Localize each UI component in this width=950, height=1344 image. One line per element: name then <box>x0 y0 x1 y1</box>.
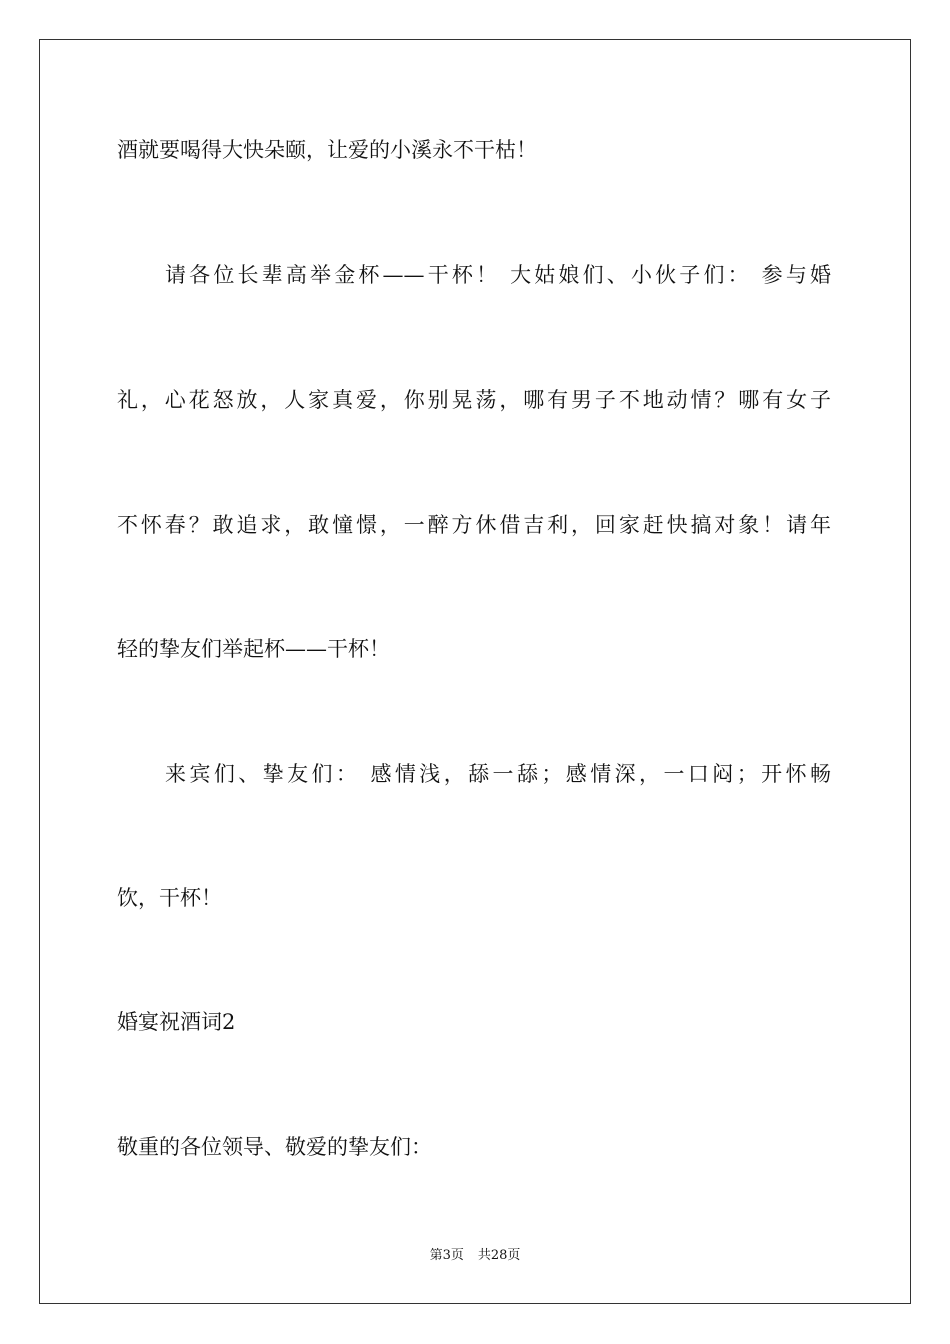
total-pages: 共28页 <box>477 1248 521 1263</box>
page-footer <box>0 1247 950 1265</box>
salutation-line: 敬重的各位领导、敬爱的挚友们： <box>117 1135 432 1159</box>
page-border <box>39 39 911 1304</box>
paragraph-line-2: 请各位长辈高举金杯——干杯！ 大姑娘们、小伙子们： 参与婚 <box>165 263 831 287</box>
page-number: 第3页 <box>429 1248 464 1263</box>
paragraph-line-4: 不怀春？敢追求，敢憧憬，一醉方休借吉利，回家赶快搞对象！请年 <box>117 513 831 537</box>
paragraph-line-3: 礼，心花怒放，人家真爱，你别晃荡，哪有男子不地动情？哪有女子 <box>117 388 831 412</box>
paragraph-line-6: 来宾们、挚友们： 感情浅，舔一舔；感情深，一口闷；开怀畅 <box>165 762 831 786</box>
paragraph-line-5: 轻的挚友们举起杯——干杯！ <box>117 637 390 661</box>
section-heading: 婚宴祝酒词2 <box>117 1010 236 1034</box>
paragraph-line-7: 饮，干杯！ <box>117 886 222 910</box>
paragraph-line-1: 酒就要喝得大快朵颐，让爱的小溪永不干枯！ <box>117 138 537 162</box>
